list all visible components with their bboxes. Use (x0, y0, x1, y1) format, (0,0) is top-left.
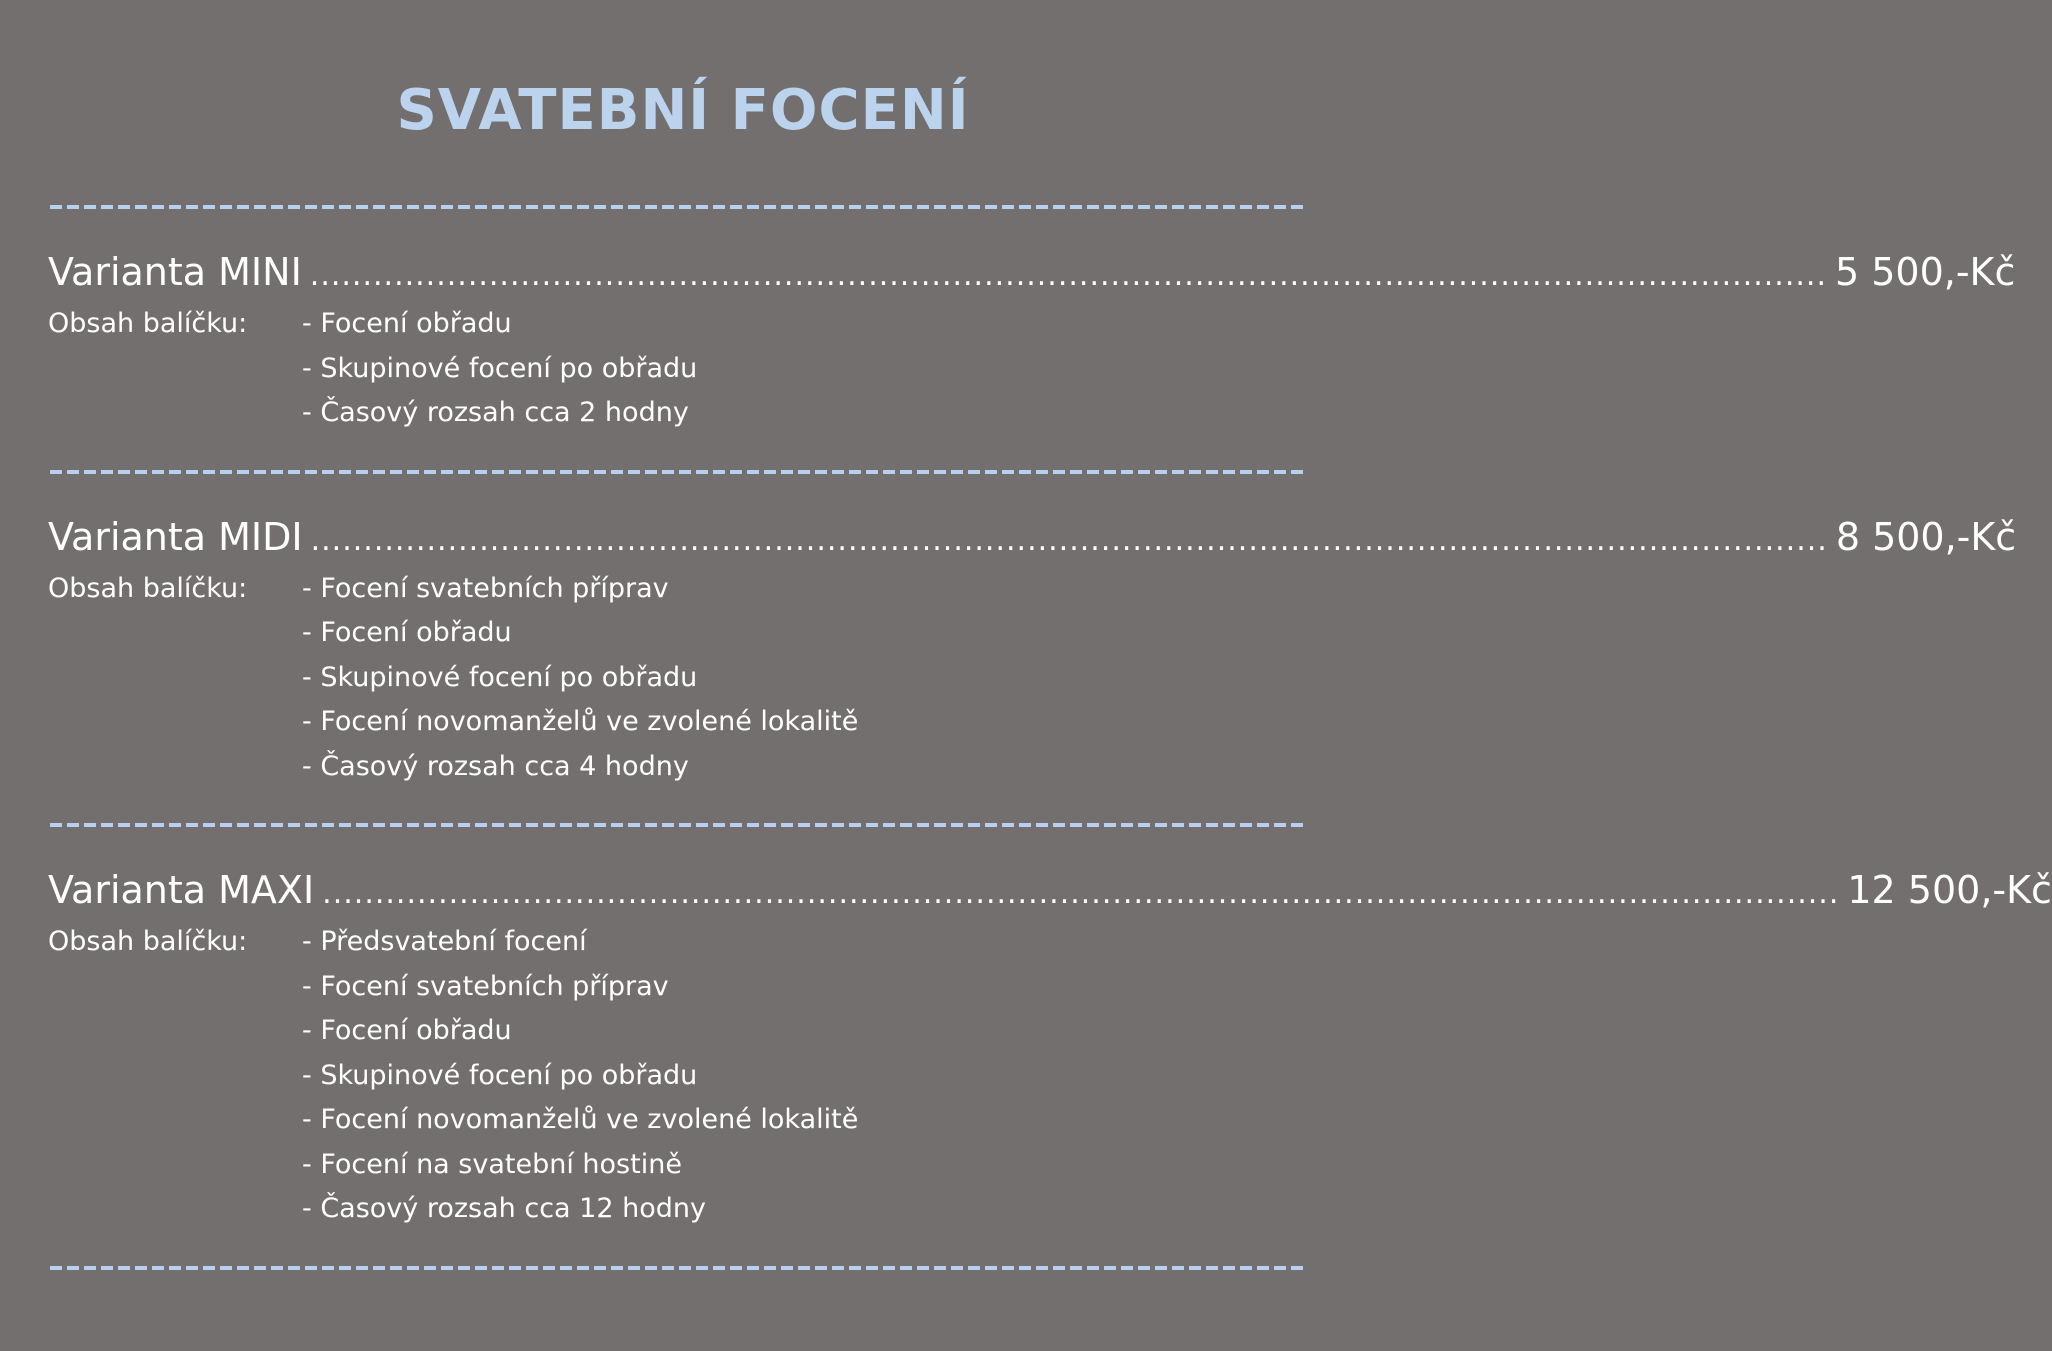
package-name: Varianta MIDI (48, 514, 303, 559)
list-item: - Focení svatebních příprav (302, 970, 669, 1002)
list-item: - Focení novomanželů ve zvolené lokalitě (302, 706, 859, 737)
package-header (48, 244, 2016, 300)
contents-label: Obsah balíčku: (48, 926, 248, 957)
list-item: - Předsvatební focení (302, 926, 587, 957)
contents-label: Obsah balíčku: (48, 572, 248, 604)
list-item: - Focení obřadu (302, 308, 512, 339)
dot-leader: ................................................................................................................................................ (322, 876, 1840, 911)
list-item: - Skupinové focení po obřadu (302, 1059, 698, 1091)
list-item: - Časový rozsah cca 4 hodny (302, 750, 689, 782)
package-name: Varianta MAXI (48, 868, 315, 912)
package-header (48, 862, 2052, 918)
contents-list (302, 920, 858, 1232)
dashed-divider (50, 1266, 1308, 1270)
list-item: - Skupinové focení po obřadu (302, 352, 698, 384)
package-midi (48, 474, 2017, 824)
package-header (48, 509, 2017, 565)
package-price: 5 500,-Kč (1834, 250, 2016, 294)
package-name: Varianta MINI (48, 250, 302, 294)
package-contents (48, 302, 1318, 436)
list-item: - Skupinové focení po obřadu (302, 661, 698, 693)
list-item: - Časový rozsah cca 2 hodny (302, 397, 689, 428)
list-item: - Focení obřadu (302, 617, 512, 648)
package-price: 8 500,-Kč (1835, 514, 2017, 559)
package-contents (48, 920, 1318, 1232)
list-item: - Focení obřadu (302, 1015, 512, 1046)
package-maxi (48, 827, 2052, 1266)
list-item: - Focení svatebních příprav (302, 572, 669, 604)
package-contents (48, 567, 1318, 790)
list-item: - Časový rozsah cca 12 hodny (302, 1193, 706, 1224)
list-item: - Focení na svatební hostině (302, 1148, 682, 1180)
package-price: 12 500,-Kč (1847, 868, 2052, 912)
dot-leader: ................................................................................................................................................ (310, 522, 1828, 558)
contents-list (302, 567, 858, 790)
package-mini (48, 209, 2016, 470)
list-item: - Focení novomanželů ve zvolené lokalitě (302, 1104, 859, 1135)
contents-list (302, 302, 697, 436)
page-title: SVATEBNÍ FOCENÍ (396, 78, 970, 143)
dot-leader: ................................................................................................................................................ (309, 258, 1827, 293)
contents-label: Obsah balíčku: (48, 308, 248, 339)
